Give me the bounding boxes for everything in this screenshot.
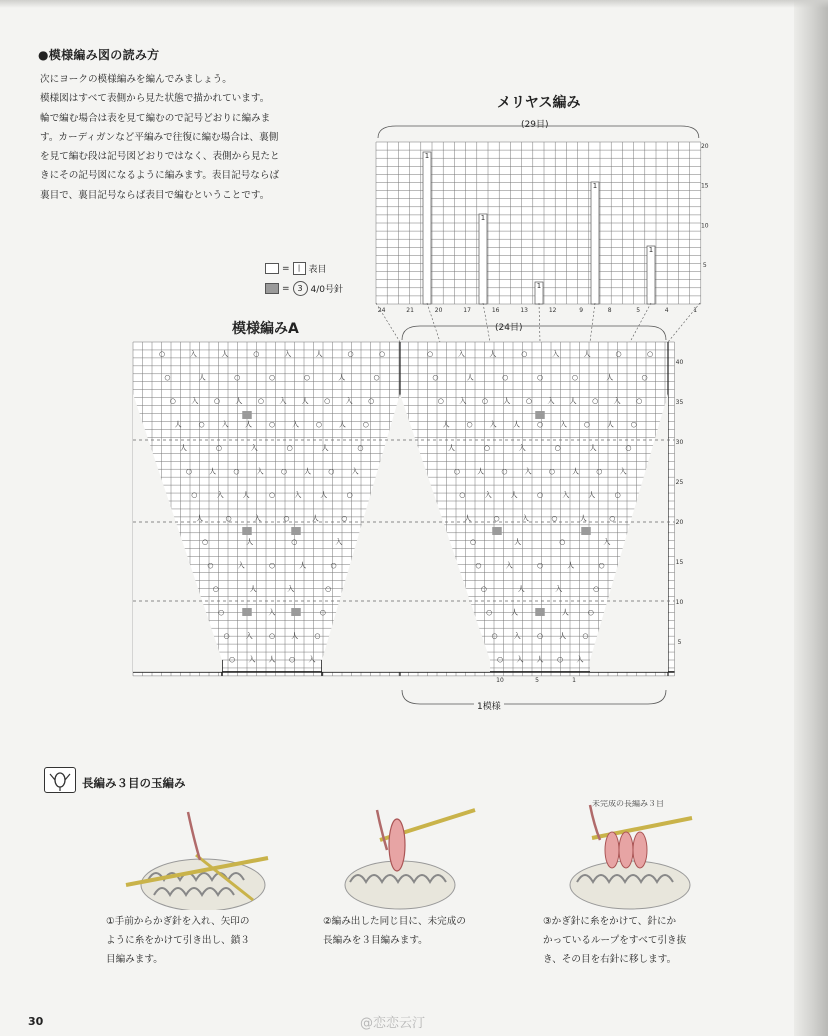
lace-symbol: ○ — [630, 420, 637, 429]
intro-line: 次にヨークの模様編みを編んでみましょう。 — [40, 74, 232, 85]
lace-symbol: 人 — [299, 561, 307, 570]
lace-symbol: ○ — [625, 444, 632, 452]
lace-symbol: ○ — [223, 632, 230, 640]
lace-symbol: 人 — [209, 467, 217, 476]
lace-symbol: 人 — [466, 373, 474, 382]
lace-symbol: ○ — [315, 420, 322, 429]
lace-symbol: 入 — [308, 655, 316, 664]
lace-symbol: ○ — [378, 350, 386, 358]
lace-symbol: 入 — [619, 467, 627, 476]
lace-symbol: ○ — [598, 561, 605, 570]
lace-symbol: 人 — [569, 397, 577, 405]
lace-symbol: ○ — [475, 561, 482, 570]
repeat-bracket — [402, 690, 666, 704]
lace-symbol: 人 — [235, 397, 243, 405]
lace-column-number: 5 — [535, 676, 539, 684]
column-number: 9 — [579, 307, 584, 314]
lace-symbol: ○ — [470, 538, 477, 546]
lace-symbol: 人 — [567, 561, 575, 570]
lace-symbol: 入 — [562, 491, 570, 499]
repeat-label: 1模様 — [474, 699, 504, 712]
lace-symbol: ○ — [636, 397, 643, 405]
lace-symbol: 人 — [221, 350, 229, 358]
lace-symbol: ○ — [213, 397, 220, 405]
lace-symbol: ○ — [191, 491, 198, 499]
lace-symbol: 入 — [552, 350, 560, 358]
lace-symbol: 入 — [254, 514, 262, 523]
lace-symbol: 人 — [606, 373, 614, 382]
legend-knit-label: 表目 — [308, 265, 327, 275]
lace-symbol: ○ — [253, 350, 260, 358]
lace-symbol: 人 — [198, 373, 206, 382]
lace-symbol: ○ — [483, 444, 490, 452]
lace-symbol: ○ — [432, 373, 439, 382]
lace-symbol: 人 — [320, 491, 328, 499]
tutorial-title: 長編み３目の玉編み — [82, 776, 186, 790]
lace-symbol: 入 — [547, 397, 555, 405]
lace-symbol: 人 — [514, 538, 522, 546]
lace-symbol: ○ — [185, 467, 192, 476]
lace-symbol: ○ — [234, 373, 241, 382]
lace-symbol: 入 — [459, 397, 467, 405]
lace-symbol: ○ — [158, 350, 166, 358]
stitch-column — [479, 214, 487, 304]
stitch-column — [423, 152, 431, 304]
lace-symbol: ○ — [466, 420, 473, 429]
lace-symbol: ○ — [536, 420, 544, 429]
lace-symbol: 入 — [351, 467, 359, 476]
knit-symbol-icon: | — [293, 262, 306, 275]
lace-symbol: 人 — [503, 397, 511, 405]
lace-symbol: ○ — [453, 467, 460, 476]
stitch-column-symbol: 1 — [648, 246, 654, 254]
lace-symbol: ○ — [268, 420, 276, 429]
column-number: 4 — [664, 307, 669, 314]
lace-symbol: ○ — [571, 373, 578, 382]
bobble-cell — [291, 527, 301, 535]
stitch-column — [647, 246, 655, 304]
connector-line — [590, 303, 595, 342]
lace-symbol: 人 — [448, 444, 456, 452]
lace-symbol: 入 — [524, 467, 532, 476]
lace-symbol: ○ — [288, 655, 296, 664]
lace-symbol: ○ — [303, 373, 310, 382]
lace-symbol: ○ — [493, 514, 500, 523]
lace-row-number: 25 — [675, 479, 684, 486]
lace-symbol: ○ — [556, 655, 564, 664]
lace-symbol: 人 — [245, 420, 253, 429]
lace-symbol: 人 — [242, 491, 250, 499]
lace-symbol: 人 — [268, 655, 276, 664]
lace-symbol: 人 — [477, 467, 485, 476]
lace-symbol: ○ — [328, 467, 335, 476]
step-label: 未完成の長編み３目 — [592, 800, 664, 808]
lace-symbol: ○ — [548, 467, 555, 476]
lace-symbol: ○ — [592, 397, 599, 405]
lace-symbol: 人 — [579, 514, 587, 523]
lace-symbol: 人 — [536, 655, 544, 664]
lace-symbol: 入 — [345, 397, 353, 405]
lace-symbol: ○ — [596, 467, 603, 476]
lace-symbol: ○ — [257, 397, 265, 405]
lace-symbol: ○ — [362, 420, 369, 429]
lace-symbol: 人 — [304, 467, 312, 476]
column-number: 13 — [520, 307, 528, 314]
column-number: 1 — [693, 307, 698, 314]
lace-symbol: 人 — [583, 350, 591, 358]
column-number: 12 — [548, 307, 557, 314]
lace-bracket — [402, 326, 666, 340]
step3-caption: ③かぎ針に糸をかけて、針にか かっているループをすべて引き抜 き、その目を右針に移します。 — [543, 916, 687, 965]
lace-symbol: ○ — [207, 561, 214, 570]
lace-symbol: ○ — [501, 467, 508, 476]
legend-equals: = — [282, 263, 290, 274]
lace-symbol: 入 — [613, 397, 621, 405]
lace-symbol: ○ — [481, 397, 488, 405]
lace-symbol: ○ — [324, 397, 331, 405]
lace-symbol: ○ — [314, 632, 321, 640]
lace-symbol: ○ — [521, 350, 528, 358]
lace-symbol: 入 — [250, 444, 258, 452]
lace-symbol: ○ — [496, 655, 504, 664]
lace-row-number: 35 — [675, 399, 684, 406]
lace-symbol: 人 — [561, 608, 569, 617]
bobble-cell — [242, 608, 252, 616]
lace-row-number: 10 — [675, 599, 684, 606]
connector-line — [483, 303, 490, 342]
stitch-column-symbol: 1 — [424, 152, 430, 160]
column-number: 8 — [607, 307, 612, 314]
intro-line: す。カーディガンなど平編みで往復に編む場合は、裏側 — [40, 131, 279, 143]
lace-symbol: 人 — [442, 420, 450, 429]
step1-illustration — [118, 800, 278, 910]
lace-symbol: ○ — [491, 632, 498, 640]
bobble-cell — [242, 411, 252, 419]
lace-symbol: ○ — [268, 373, 276, 382]
lace-symbol: 人 — [606, 420, 614, 429]
lace-title: 模様編みA — [232, 321, 299, 337]
lace-symbol: 人 — [196, 514, 204, 523]
lace-symbol: 人 — [338, 420, 346, 429]
watermark: @恋恋云汀 — [360, 1016, 426, 1031]
lace-symbol: ○ — [212, 585, 219, 593]
lace-symbol: 入 — [284, 350, 292, 358]
lace-symbol: 入 — [248, 655, 256, 664]
lace-symbol: ○ — [582, 632, 589, 640]
lace-symbol: 人 — [315, 350, 323, 358]
lace-symbol: 人 — [588, 491, 596, 499]
lace-symbol: ○ — [283, 514, 290, 523]
lace-symbol: 入 — [291, 420, 299, 429]
lace-symbol: ○ — [280, 467, 287, 476]
lace-symbol: ○ — [357, 444, 364, 452]
lace-symbol: ○ — [198, 420, 205, 429]
lace-symbol: 人 — [246, 538, 254, 546]
step1-caption: ①手前からかぎ針を入れ、矢印の ように糸をかけて引き出し、鎖３ 目編みます。 — [106, 916, 250, 965]
lace-symbol: 入 — [245, 632, 253, 640]
lace-symbol: ○ — [169, 397, 176, 405]
legend-bobble-label: 4/0号針 — [310, 285, 344, 295]
lace-symbol: ○ — [559, 538, 566, 546]
lace-symbol: 人 — [311, 514, 319, 523]
lace-symbol: 人 — [511, 608, 519, 617]
column-number: 5 — [636, 307, 641, 314]
lace-column-number: 10 — [496, 676, 504, 684]
lace-symbol: 入 — [237, 561, 245, 570]
page-number: 30 — [28, 1015, 44, 1028]
lace-symbol: 入 — [522, 514, 530, 523]
lace-symbol: ○ — [641, 373, 648, 382]
lace-row-number: 15 — [675, 559, 684, 566]
lace-symbol: ○ — [268, 491, 276, 499]
column-number: 20 — [434, 307, 443, 314]
lace-symbol: 入 — [516, 655, 524, 664]
lace-symbol: ○ — [486, 608, 493, 617]
lace-symbol: ○ — [593, 585, 600, 593]
lace-symbol: ○ — [347, 350, 354, 358]
lace-symbol: 入 — [513, 632, 521, 640]
lace-symbol: ○ — [536, 561, 544, 570]
column-number: 16 — [491, 307, 500, 314]
lace-symbol: 入 — [191, 397, 199, 405]
bobble-cell — [291, 608, 301, 616]
lace-symbol: ○ — [437, 397, 444, 405]
stitch-column-symbol: 1 — [536, 282, 542, 290]
lace-symbol: ○ — [346, 491, 353, 499]
lace-symbol: 入 — [518, 444, 526, 452]
lace-symbol: 人 — [180, 444, 188, 452]
intro-line: 輪で編む場合は表を見て編むので記号どおりに編みま — [40, 112, 271, 124]
lace-symbol: ○ — [202, 538, 209, 546]
lace-row-number: 30 — [675, 439, 684, 446]
lace-symbol: 入 — [484, 491, 492, 499]
legend-equals: = — [282, 283, 290, 294]
lace-symbol: 人 — [464, 514, 472, 523]
lace-symbol: 人 — [249, 585, 257, 593]
lace-row-number: 40 — [675, 359, 684, 366]
lace-symbol: 入 — [221, 420, 229, 429]
lace-symbol: ○ — [319, 608, 326, 617]
lace-symbol: ○ — [426, 350, 434, 358]
lace-symbol: 入 — [576, 655, 584, 664]
lace-symbol: ○ — [268, 561, 276, 570]
lace-symbol: ○ — [228, 655, 236, 664]
lace-row-number: 5 — [677, 639, 682, 646]
connector-line — [630, 303, 651, 342]
bobble-cell — [492, 527, 502, 535]
lace-symbol: 人 — [517, 585, 525, 593]
column-number: 17 — [463, 307, 471, 314]
lace-symbol: 入 — [189, 350, 197, 358]
lace-symbol: ○ — [536, 632, 544, 640]
intro-line: きにその記号図になるように編みます。表目記号ならば — [40, 170, 280, 182]
bobble-cell — [535, 411, 545, 419]
lace-symbol: ○ — [268, 632, 276, 640]
step2-illustration — [335, 800, 495, 910]
lace-symbol: ○ — [164, 373, 171, 382]
lace-symbol: 人 — [589, 444, 597, 452]
lace-symbol: 人 — [338, 373, 346, 382]
bobble-cell — [242, 527, 252, 535]
lace-count: (24目) — [492, 320, 525, 333]
column-number: 21 — [406, 307, 414, 314]
lace-symbol: 人 — [513, 420, 521, 429]
lace-symbol: ○ — [536, 491, 544, 499]
lace-symbol: 人 — [174, 420, 182, 429]
step2-caption: ②編み出した同じ目に、未完成の 長編みを３目編みます。 — [323, 916, 466, 946]
bobble-stitch-icon — [44, 767, 76, 793]
lace-symbol: ○ — [291, 538, 298, 546]
lace-symbol: ○ — [480, 585, 487, 593]
lace-symbol: 人 — [321, 444, 329, 452]
lace-symbol: 人 — [489, 350, 497, 358]
lace-symbol: ○ — [615, 350, 622, 358]
bobble-cell — [535, 608, 545, 616]
lace-row-number: 20 — [675, 519, 684, 526]
row-number: 5 — [702, 262, 707, 270]
step3-illustration — [562, 800, 722, 910]
lace-symbol: ○ — [646, 350, 654, 358]
intro-line: 模様図はすべて表側から見た状態で描かれています。 — [40, 93, 270, 105]
section-heading: ●模様編み図の読み方 — [38, 48, 160, 62]
lace-symbol: ○ — [587, 608, 594, 617]
lace-symbol: 入 — [294, 491, 302, 499]
stockinette-title: メリヤス編み — [497, 95, 581, 111]
row-number: 15 — [700, 182, 709, 190]
lace-symbol: 入 — [335, 538, 343, 546]
intro-line: 裏目で、裏目記号ならば表目で編むということです。 — [40, 189, 270, 201]
lace-column-number: 1 — [572, 676, 576, 684]
stockinette-count: (29目) — [518, 117, 551, 130]
lace-symbol: 人 — [301, 397, 309, 405]
bobble-symbol-icon: 3 — [293, 281, 308, 296]
lace-symbol: ○ — [325, 585, 332, 593]
lace-symbol: 入 — [559, 420, 567, 429]
row-number: 10 — [700, 222, 709, 230]
lace-symbol: 入 — [268, 608, 276, 617]
bobble-cell — [581, 527, 591, 535]
lace-symbol: ○ — [225, 514, 232, 523]
lace-symbol: ○ — [233, 467, 240, 476]
row-number: 20 — [700, 143, 709, 150]
stitch-column-symbol: 1 — [592, 182, 598, 190]
lace-symbol: 入 — [256, 467, 264, 476]
intro-line: を見て編む段は記号図どおりではなく、表側から見たと — [40, 151, 280, 163]
lace-symbol: 入 — [603, 538, 611, 546]
lace-symbol: ○ — [215, 444, 222, 452]
lace-symbol: ○ — [525, 397, 533, 405]
lace-symbol: 入 — [457, 350, 465, 358]
lace-symbol: 人 — [572, 467, 580, 476]
lace-symbol: ○ — [368, 397, 375, 405]
column-number: 24 — [377, 307, 386, 314]
lace-symbol: ○ — [373, 373, 380, 382]
lace-symbol: 入 — [489, 420, 497, 429]
lace-symbol: ○ — [536, 373, 544, 382]
lace-symbol: 人 — [559, 632, 567, 640]
lace-symbol: 入 — [279, 397, 287, 405]
connector-line — [539, 303, 540, 342]
lace-symbol: 入 — [216, 491, 224, 499]
lace-symbol: ○ — [459, 491, 466, 499]
lace-symbol: ○ — [330, 561, 337, 570]
lace-symbol: 入 — [287, 585, 295, 593]
lace-symbol: ○ — [583, 420, 590, 429]
stitch-column-symbol: 1 — [480, 214, 486, 222]
lace-symbol: ○ — [551, 514, 558, 523]
lace-symbol: 人 — [510, 491, 518, 499]
lace-symbol: ○ — [286, 444, 293, 452]
lace-symbol: ○ — [502, 373, 509, 382]
lace-symbol: ○ — [341, 514, 348, 523]
lace-symbol: 入 — [505, 561, 513, 570]
lace-symbol: ○ — [609, 514, 616, 523]
lace-symbol: ○ — [218, 608, 225, 617]
lace-symbol: 入 — [555, 585, 563, 593]
stitch-column — [591, 182, 599, 304]
lace-symbol: ○ — [554, 444, 561, 452]
lace-symbol: ○ — [614, 491, 621, 499]
lace-symbol: 人 — [291, 632, 299, 640]
stockinette-bracket — [378, 126, 699, 138]
